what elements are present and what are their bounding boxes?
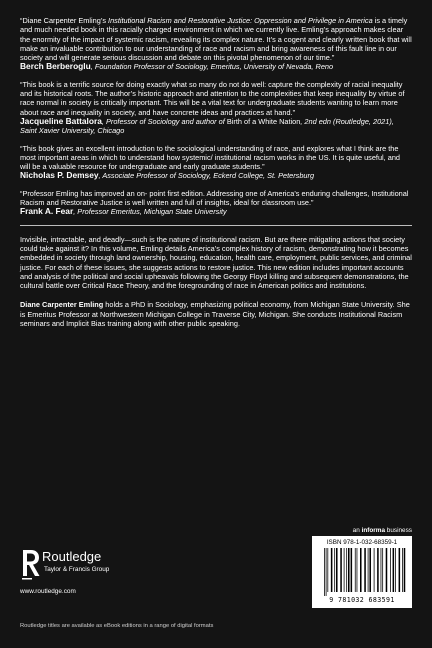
endorser-name: Frank A. Fear (20, 206, 74, 217)
barcode-bar (357, 548, 358, 592)
endorser-title: , Foundation Professor of Sociology, Emeritus, University of Nevada, Reno (90, 62, 334, 72)
endorsement-text: “This book is a terrific source for doing exactly what so many do not do well: capture the complexity of racial inequality and its historical roots. The author’s historic approach and attention to the complexities that keep inequality by virtue of race normal in society is critically important. This will be a vital text for undergraduate students wanting to learn more about race and inequality in society, and have concrete ideas and practices at hand.” (20, 79, 405, 117)
barcode-bar (386, 548, 388, 592)
barcode-bar (364, 548, 366, 592)
barcode-bar (326, 548, 327, 596)
publisher-group: Taylor & Francis Group (44, 566, 110, 573)
endorsement-4 (20, 189, 412, 217)
barcode-bar (340, 548, 342, 592)
section-divider (20, 225, 412, 226)
endorser-name: Berch Berberoglu (20, 61, 91, 72)
barcode-bar (404, 548, 406, 592)
endorsement-2 (20, 80, 412, 136)
publisher-logo (20, 548, 140, 608)
book-title: Institutional Racism and Restorative Justice: Oppression and Privilege in America (108, 16, 373, 25)
barcode-bar (360, 548, 362, 592)
description-text: Invisible, intractable, and deadly—such is the nature of institutional racism. But are there mitigating actions that society could take against it? In this volume, Emling details America’s complex history of racism, demonstrating how it becomes embedded in society through land ownership, housing, education, health care, employment, public services, and criminal justice. For each of these issues, she suggests actions to restore justice. This new edition includes important accounts and analysis of the political and social upheavals following the Georgy Floyd killing and subsequent demonstrations, the cultural battle over Critical Race Theory, and the foregrounding of race in American politics and institutions. (20, 234, 412, 291)
endorsement-text: “Professor Emling has improved an on- point first edition. Addressing one of America’s enduring challenges, Institutional Racism and Restorative Justice is well written and full of insights, ideal for classroom use.” (20, 188, 409, 208)
barcode-bar (324, 548, 325, 596)
barcode-bar (327, 548, 328, 592)
barcode-bar (374, 548, 375, 592)
barcode-bar (355, 548, 356, 592)
ebook-note: Routledge titles are available as eBook editions in a range of digital formats (20, 623, 214, 629)
barcode-bar (334, 548, 335, 592)
endorsement-attribution (20, 171, 412, 180)
isbn-number: ISBN 978-1-032-68359-1 (326, 539, 398, 546)
barcode-digits: 9 781032 683591 (329, 596, 395, 604)
barcode-bar (381, 548, 382, 592)
barcode-bar (390, 548, 391, 592)
author-name: Diane Carpenter Emling (20, 300, 104, 310)
book-description (20, 235, 412, 291)
barcode-bar (331, 548, 333, 592)
barcode-bar (399, 548, 401, 592)
barcode-bar (351, 548, 353, 592)
publisher-url[interactable]: www.routledge.com (20, 588, 76, 595)
endorser-name: Nicholas P. Demsey (20, 170, 99, 181)
informa-business-label: an informa business (352, 527, 412, 534)
barcode-icon (324, 548, 408, 596)
barcode-bar (369, 548, 371, 592)
barcode-bar (402, 548, 403, 592)
endorsement-3 (20, 144, 412, 181)
endorsement-text: “Diane Carpenter Emling’s Institutional Racism and Restorative Justice: Oppression and Privilege in America is a timely and much needed book in this racially charged environment in which we currently live. Emling’s approach makes clear the enormity of the impact of systemic racism, revealing its complex nature. It’s a cogent and clearly written book that will make an invaluable contribution to our understanding of race and racism and bring awareness of this fault line in our society and will generate serious discussion and debate on this pivotal phenomenon of our time.” (20, 16, 412, 63)
endorsement-text: “This book gives an excellent introduction to the sociological understanding of race, and explores what I think are the most important areas in which to understand how systemic/ institutional racism works in the US. It is quite useful, and will be a valuable resource for undergraduate and early graduate students.” (20, 143, 401, 172)
author-bio (20, 300, 412, 328)
endorser-title: , Professor of Sociology and author of Birth of a White Nation, 2nd edn (Routledge, 2021), Saint Xavier University, Chicago (20, 116, 394, 136)
routledge-r-icon (20, 548, 42, 582)
barcode-bar (382, 548, 383, 592)
barcode-bar (346, 548, 347, 592)
endorser-name: Jacqueline Battalora (20, 115, 102, 126)
endorsement-attribution (20, 207, 412, 216)
endorsement-1 (20, 16, 412, 72)
barcode-bar (336, 548, 338, 592)
isbn-barcode (312, 536, 412, 608)
endorser-title: , Professor Emeritus, Michigan State University (73, 207, 227, 217)
author-bio-text: Diane Carpenter Emling holds a PhD in Sociology, emphasizing political economy, from Michigan State University. She is Emeritus Professor at Northwestern Michigan College in Traverse City, Michigan. She conducts Institutional Racism seminars and Implicit Bias training along with other public speaking. (20, 300, 410, 329)
barcode-bar (393, 548, 395, 592)
endorsement-attribution (20, 117, 412, 136)
barcode-bar (395, 548, 396, 592)
barcode-bar (344, 548, 345, 592)
barcode-bar (377, 548, 379, 592)
endorsement-attribution (20, 62, 412, 71)
barcode-bar (368, 548, 369, 592)
publisher-name: Routledge (42, 549, 102, 564)
back-cover-text (20, 16, 412, 328)
endorser-title: , Associate Professor of Sociology, Eckerd College, St. Petersburg (98, 171, 315, 181)
barcode-bar (348, 548, 350, 592)
